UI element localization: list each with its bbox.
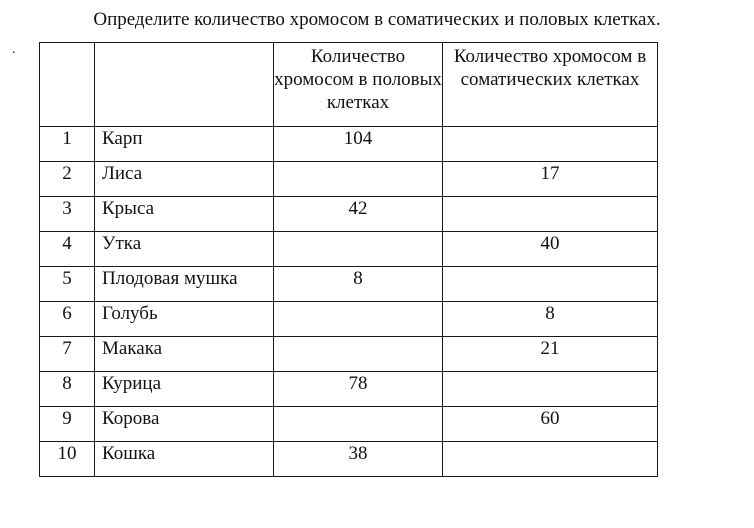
somatic-cell-count: 21: [443, 337, 658, 372]
chromosome-table: [39, 42, 658, 477]
row-number: 7: [40, 337, 95, 372]
somatic-cell-count: 17: [443, 162, 658, 197]
header-name: [95, 43, 274, 127]
animal-name: Крыса: [95, 197, 274, 232]
row-number: 9: [40, 407, 95, 442]
somatic-cell-count: 40: [443, 232, 658, 267]
animal-name: Корова: [95, 407, 274, 442]
row-number: 5: [40, 267, 95, 302]
row-number: 1: [40, 127, 95, 162]
sex-cell-count: [274, 232, 443, 267]
table-row: [40, 337, 658, 372]
animal-name: Голубь: [95, 302, 274, 337]
row-number: 2: [40, 162, 95, 197]
animal-name: Плодовая мушка: [95, 267, 274, 302]
header-sex-cells-label: Количество хромосом в половых клетках: [274, 46, 442, 113]
header-somatic-cells-label: Количество хромосом в соматических клетках: [453, 46, 647, 90]
table-row: [40, 162, 658, 197]
row-number: 3: [40, 197, 95, 232]
sex-cell-count: [274, 337, 443, 372]
header-number: [40, 43, 95, 127]
somatic-cell-count: 8: [443, 302, 658, 337]
header-somatic-cells: [443, 43, 658, 127]
animal-name: Лиса: [95, 162, 274, 197]
row-number: 4: [40, 232, 95, 267]
somatic-cell-count: [443, 267, 658, 302]
animal-name: Курица: [95, 372, 274, 407]
sex-cell-count: 38: [274, 442, 443, 477]
somatic-cell-count: [443, 127, 658, 162]
animal-name: Утка: [95, 232, 274, 267]
animal-name: Кошка: [95, 442, 274, 477]
table-row: [40, 372, 658, 407]
animal-name: Карп: [95, 127, 274, 162]
table-row: [40, 302, 658, 337]
table-row: [40, 267, 658, 302]
row-number: 6: [40, 302, 95, 337]
table-row: [40, 442, 658, 477]
row-number: 10: [40, 442, 95, 477]
sex-cell-count: 42: [274, 197, 443, 232]
table-row: [40, 232, 658, 267]
table-row: [40, 127, 658, 162]
sex-cell-count: [274, 162, 443, 197]
table-header-row: [40, 43, 658, 127]
sex-cell-count: 78: [274, 372, 443, 407]
page-title: Определите количество хромосом в соматических и половых клетках.: [93, 9, 661, 30]
bullet-mark: .: [12, 42, 16, 57]
sex-cell-count: 8: [274, 267, 443, 302]
animal-name: Макака: [95, 337, 274, 372]
sex-cell-count: [274, 407, 443, 442]
somatic-cell-count: 60: [443, 407, 658, 442]
sex-cell-count: 104: [274, 127, 443, 162]
table-body: [40, 127, 658, 477]
header-sex-cells: [274, 43, 443, 127]
table-row: [40, 197, 658, 232]
somatic-cell-count: [443, 442, 658, 477]
table-row: [40, 407, 658, 442]
somatic-cell-count: [443, 372, 658, 407]
sex-cell-count: [274, 302, 443, 337]
somatic-cell-count: [443, 197, 658, 232]
row-number: 8: [40, 372, 95, 407]
